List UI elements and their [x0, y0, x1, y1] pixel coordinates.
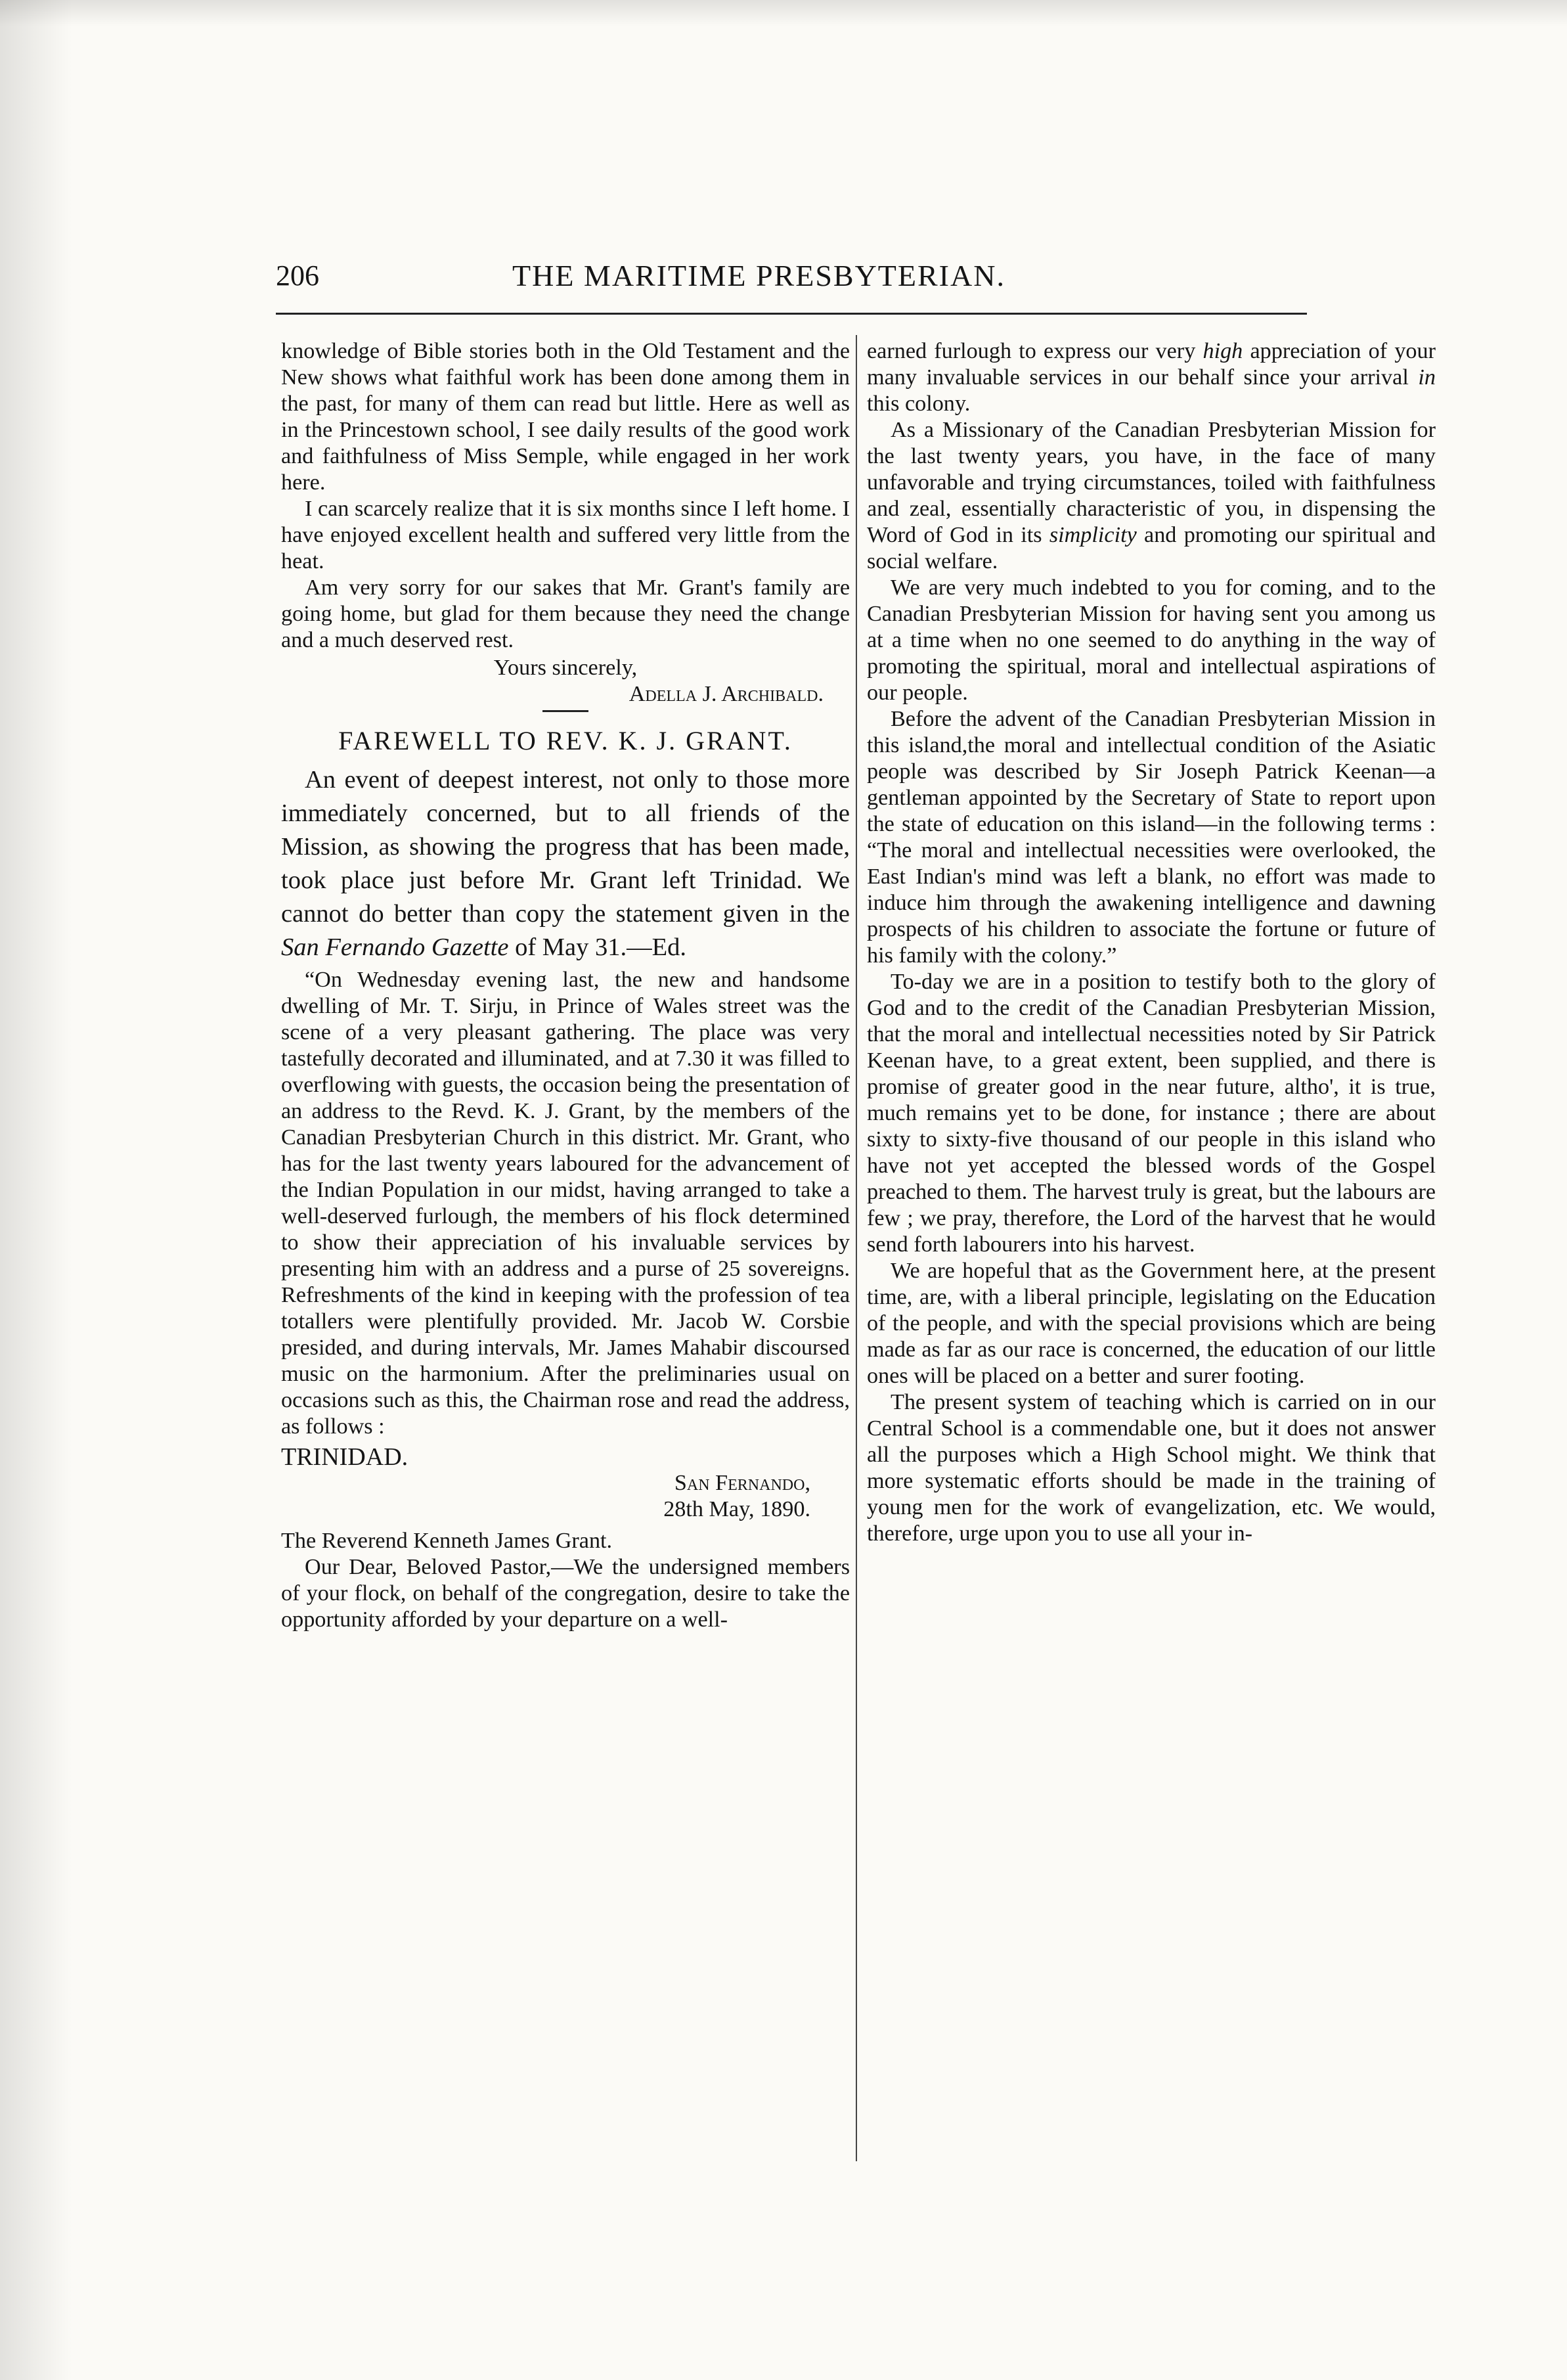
address-emphasis: high	[1203, 339, 1243, 363]
address-dateline-city	[281, 1470, 850, 1496]
address-text: and promoting our spiritual and social welfare.	[867, 523, 1436, 573]
address-text: appreciation of your many invaluable services in our behalf since your arrival	[867, 339, 1436, 390]
letter-closing: Yours sincerely,	[493, 656, 638, 680]
intro-text: An event of deepest interest, not only to those more immediately concerned, but to all friends of the Mission, as showing the progress that has been made, took place just before Mr. Grant left Trinidad. We cannot do better than copy the statement given in the	[281, 766, 850, 928]
dateline-city: San Fernando,	[674, 1471, 810, 1495]
left-column	[281, 338, 850, 2178]
column-divider	[856, 335, 857, 2161]
letter-paragraph: knowledge of Bible stories both in the Old Testament and the New shows what faithful work has been done among them in the past, for many of them can read but little. Here as well as in the Princestown school, I see daily results of the good work and faithfulness of Miss Semple, while engaged in her work here.	[281, 339, 850, 495]
newspaper-name: San Fernando Gazette	[281, 933, 509, 961]
section-divider	[542, 710, 588, 712]
scan-edge-shadow	[0, 0, 72, 2380]
scan-top-shadow	[0, 0, 1567, 26]
address-paragraph: We are hopeful that as the Government here, at the present time, are, with a liberal principle, legislating on the Education of the people, and with the special provisions which are being made as far as our race is concerned, the education of our little ones will be placed on a better and surer footing.	[867, 1259, 1436, 1388]
letter-signature: Adella J. Archibald.	[629, 682, 824, 706]
address-dateline-date: 28th May, 1890.	[663, 1497, 810, 1521]
gazette-report: “On Wednesday evening last, the new and handsome dwelling of Mr. T. Sirju, in Prince of Wales street was the scene of a very pleasant gathering. The place was very tastefully decorated and illuminated, and at 7.30 it was filled to overflowing with guests, the occasion being the presentation of an address to the Revd. K. J. Grant, by the members of the Canadian Presbyterian Church in this district. Mr. Grant, who has for the last twenty years laboured for the advancement of the Indian Population in our midst, having arranged to take a well-deserved furlough, the members of his flock determined to show their appreciation of his invaluable services by presenting him with an address and a purse of 25 sovereigns. Refreshments of the kind in keeping with the profession of tea totallers were plentifully provided. Mr. Jacob W. Corsbie presided, and during intervals, Mr. James Mahabir discoursed music on the harmonium. After the preliminaries usual on occasions such as this, the Chairman rose and read the address, as follows :	[281, 968, 850, 1439]
intro-text-end: of May 31.—Ed.	[508, 933, 686, 961]
address-paragraph: The present system of teaching which is carried on in our Central School is a commendable one, but it does not answer all the purposes which a High School might. We think that more systematic efforts should be made in the training of young men for the work of evangelization, etc. We would, therefore, urge upon you to use all your in-	[867, 1390, 1436, 1546]
address-paragraph	[867, 338, 1436, 417]
letter-paragraph: I can scarcely realize that it is six months since I left home. I have enjoyed excellent health and suffered very little from the heat.	[281, 497, 850, 573]
page-header	[276, 256, 1300, 302]
address-paragraph: We are very much indebted to you for coming, and to the Canadian Presbyterian Mission for having sent you among us at a time when no one seemed to do anything in the way of promoting the spiritual, moral and intellectual aspirations of our people.	[867, 575, 1436, 705]
address-text: As a Missionary of the Canadian Presbyterian Mission for the last twenty years, you have, in the face of many unfavorable and trying circumstances, toiled with faithfulness and zeal, essentially characteristic of you, in dispensing the Word of God in its	[867, 418, 1436, 547]
address-emphasis: in	[1418, 365, 1436, 390]
letter-paragraph: Am very sorry for our sakes that Mr. Grant's family are going home, but glad for them because they need the change and a much deserved rest.	[281, 575, 850, 652]
article-heading: FAREWELL TO REV. K. J. GRANT.	[338, 726, 793, 755]
article-intro	[281, 763, 850, 964]
page-number: 206	[276, 259, 319, 292]
address-paragraph	[867, 417, 1436, 575]
header-rule	[276, 313, 1307, 315]
address-text: Our Dear, Beloved Pastor,—We the undersigned members of your flock, on behalf of the congregation, desire to take the opportunity afforded by your departure on a well-	[281, 1555, 850, 1632]
running-title: THE MARITIME PRESBYTERIAN.	[512, 259, 1005, 292]
address-paragraph: Before the advent of the Canadian Presbyterian Mission in this island,the moral and intellectual condition of the Asiatic people was described by Sir Joseph Patrick Keenan—a gentleman appointed by the Secretary of State to report upon the state of education on this island—in the following terms : “The moral and intellectual necessities were overlooked, the East Indian's mind was left a blank, no effort was made to induce him through the awakening intelligence and dawning prospects of his children to associate the fortune or future of his family with the colony.”	[867, 707, 1436, 968]
address-text: earned furlough to express our very	[867, 339, 1203, 363]
address-emphasis: simplicity	[1049, 523, 1137, 547]
address-place: TRINIDAD.	[281, 1443, 408, 1471]
address-text: this colony.	[867, 392, 971, 416]
right-column	[867, 338, 1436, 2178]
addressee: The Reverend Kenneth James Grant.	[281, 1529, 613, 1553]
address-paragraph: To-day we are in a position to testify both to the glory of God and to the credit of the Canadian Presbyterian Mission, that the moral and intellectual necessities noted by Sir Patrick Keenan have, to a great extent, been supplied, and there is promise of greater good in the near future, altho', it is true, much remains yet to be done, for instance ; there are about sixty to sixty-five thousand of our people in this island who have not yet accepted the blessed words of the Gospel preached to them. The harvest truly is great, but the labours are few ; we pray, therefore, the Lord of the harvest that he would send forth labourers into his harvest.	[867, 970, 1436, 1257]
